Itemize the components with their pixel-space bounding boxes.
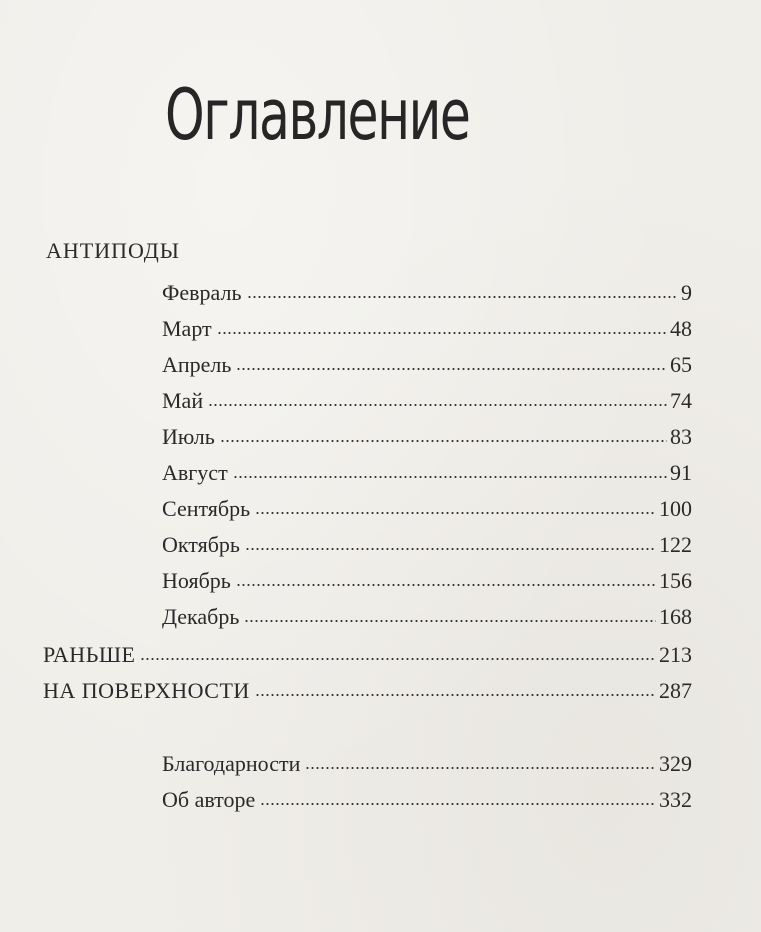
toc-entry-ranshe: [43, 644, 692, 666]
toc-entry-label: НА ПОВЕРХНОСТИ: [43, 678, 250, 703]
toc-entry-avgust: [162, 462, 692, 484]
toc-entry-dekabr: [162, 606, 692, 628]
toc-entry-page: 91: [670, 460, 692, 485]
toc-entry-page: 65: [670, 352, 692, 377]
toc-entry-label: Май: [162, 388, 204, 413]
dot-leader: [140, 658, 656, 660]
toc-entry-label: Октябрь: [162, 532, 240, 557]
toc-entry-label: Об авторе: [162, 787, 256, 812]
toc-entry-mai: [162, 390, 692, 412]
toc-entry-sentyabr: [162, 498, 692, 520]
dot-leader: [217, 332, 667, 334]
toc-entry-label: Июль: [162, 424, 215, 449]
toc-entry-page: 48: [670, 316, 692, 341]
toc-entry-page: 329: [659, 751, 692, 776]
toc-entry-page: 74: [670, 388, 692, 413]
dot-leader: [233, 476, 667, 478]
section-heading-antipody: АНТИПОДЫ: [46, 238, 180, 263]
dot-leader: [245, 548, 656, 550]
toc-entry-label: Сентябрь: [162, 496, 251, 521]
toc-entry-page: 156: [659, 568, 692, 593]
toc-entry-label: Благодарности: [162, 751, 301, 776]
toc-entry-blagodarnosti: [162, 753, 692, 775]
dot-leader: [305, 767, 656, 769]
dot-leader: [255, 694, 656, 696]
toc-entry-label: Март: [162, 316, 212, 341]
page-title: Оглавление: [165, 74, 470, 156]
toc-entry-noyabr: [162, 570, 692, 592]
toc-entry-page: 83: [670, 424, 692, 449]
dot-leader: [236, 368, 667, 370]
dot-leader: [208, 404, 667, 406]
toc-entry-label: Апрель: [162, 352, 232, 377]
toc-entry-ob-avtore: [162, 789, 692, 811]
dot-leader: [220, 440, 667, 442]
toc-entry-page: 168: [659, 604, 692, 629]
toc-entry-fevral: [162, 282, 692, 304]
dot-leader: [260, 803, 656, 805]
toc-entry-page: 213: [659, 642, 692, 667]
dot-leader: [236, 584, 656, 586]
toc-entry-mart: [162, 318, 692, 340]
toc-entry-label: Декабрь: [162, 604, 240, 629]
toc-entry-page: 287: [659, 678, 692, 703]
toc-entry-page: 100: [659, 496, 692, 521]
toc-entry-label: Февраль: [162, 280, 242, 305]
toc-entry-na-poverkhnosti: [43, 680, 692, 702]
toc-entry-label: Август: [162, 460, 228, 485]
toc-entry-oktyabr: [162, 534, 692, 556]
toc-entry-iyul: [162, 426, 692, 448]
dot-leader: [247, 296, 678, 298]
dot-leader: [255, 512, 656, 514]
toc-entry-page: 122: [659, 532, 692, 557]
toc-entry-label: РАНЬШЕ: [43, 642, 136, 667]
toc-entry-page: 9: [681, 280, 692, 305]
toc-entry-label: Ноябрь: [162, 568, 231, 593]
toc-entry-aprel: [162, 354, 692, 376]
dot-leader: [244, 620, 656, 622]
toc-entry-page: 332: [659, 787, 692, 812]
